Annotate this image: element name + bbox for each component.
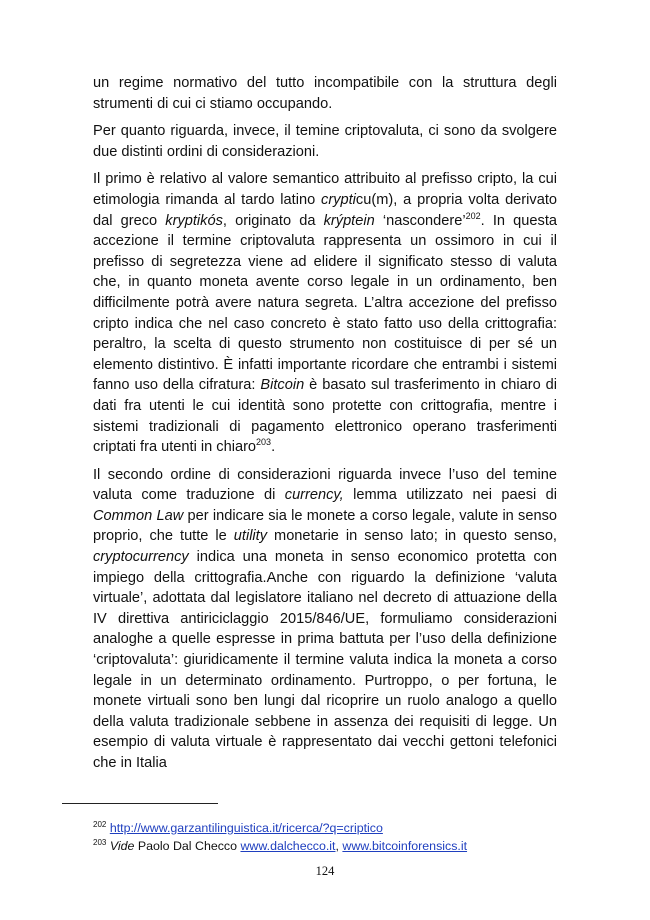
paragraph-1: [93, 73, 557, 114]
footnote-203-separator: ,: [335, 839, 343, 853]
italic-text: utility: [233, 528, 268, 545]
footnote-203-vide: Vide: [109, 839, 135, 853]
footnote-203-link-dalchecco[interactable]: www.dalchecco.it: [240, 839, 336, 853]
text-run: Per quanto riguarda, invece, il temine criptovaluta, ci sono da svolgere due distinti ordini di considerazioni.: [93, 123, 557, 160]
italic-text: crypti: [321, 191, 356, 208]
footnote-203: [93, 837, 563, 855]
text-run: , originato da: [222, 212, 324, 229]
footnote-reference[interactable]: 202: [465, 210, 481, 221]
text-run: Il primo è relativo al valore semantico attribuito al prefisso cripto, la cui etimologia rimanda al tardo latino: [93, 171, 557, 208]
footnote-reference[interactable]: 203: [256, 437, 272, 448]
italic-text: currency,: [284, 487, 344, 504]
italic-text: cryptocurrency: [93, 549, 189, 566]
footnote-202-link[interactable]: http://www.garzantilinguistica.it/ricerca/?q=criptico: [109, 821, 383, 835]
footnote-203-link-bitcoinforensics[interactable]: www.bitcoinforensics.it: [342, 839, 468, 853]
text-run: .: [271, 439, 276, 456]
paragraph-3: [93, 169, 557, 457]
text-run: per indicare sia le monete a corso legale, valute in senso proprio, che tutte le: [93, 507, 557, 545]
text-run: indica una moneta in senso economico protetta con impiego della crittografia.Anche con riguardo la definizione ‘valuta virtuale’, adottata dal legislatore italiano nel decreto di attuazione della IV direttiva antiriciclaggio 2015/846/UE, formuliamo considerazioni analoghe a quelle espresse in prima battuta per l’uso della definizione ‘criptovaluta’: giuridicamente il termine valuta indica la moneta a corso legale in un determinato ordinamento. Purtroppo, o per fortuna, le monete virtuali sono ben lungi dal ricoprire un ruolo analogo a quello della valuta tradizionale sebbene in assenza dei requisiti di legge. Un esempio di valuta virtuale è rappresentato dai vecchi gettoni telefonici che in Italia: [93, 549, 557, 771]
text-run: un regime normativo del tutto incompatibile con la struttura degli strumenti di cui ci stiamo occupando.: [93, 75, 557, 112]
paragraph-4: [93, 465, 557, 774]
text-run: . In questa accezione il termine criptovaluta rappresenta un ossimoro in cui il prefisso di segretezza viene ad elidere il significato stesso di valuta che, in quanto moneta avente corso legale in un ordinamento, ben difficilmente potrà avere natura segreta. L’altra accezione del prefisso cripto indica che nel caso concreto è stato fatto uso della crittografia: peraltro, la scelta di questo strumento non costituisce di per sé un elemento distintivo. È infatti importante ricordare che entrambi i sistemi fanno uso della cifratura:: [93, 212, 558, 394]
footnote-202-number: 202: [93, 819, 107, 829]
footnote-202: [93, 819, 563, 837]
italic-text: krýptein: [323, 212, 375, 229]
italic-text: Bitcoin: [260, 377, 305, 394]
text-run: ‘nascondere’: [374, 212, 466, 229]
text-run: è basato sul trasferimento in chiaro di dati fra utenti le cui identità sono protette con crittografia, mentre i sistemi tradizionali di pagamento elettronico operano trasferimenti criptati fra utenti in chiaro: [93, 377, 557, 456]
footnote-separator: [62, 803, 218, 804]
paragraph-2: [93, 121, 557, 162]
italic-text: Common Law: [93, 507, 184, 524]
footnote-203-text: Paolo Dal Checco: [134, 839, 241, 853]
text-run: cu(m), a propria volta derivato dal greco: [93, 191, 557, 229]
text-run: lemma utilizzato nei paesi di: [343, 487, 558, 504]
body-text: [93, 73, 557, 781]
text-run: Il secondo ordine di considerazioni riguarda invece l’uso del temine valuta come traduzione di: [93, 466, 557, 504]
italic-text: kryptikós: [165, 212, 223, 229]
footnotes: [93, 819, 563, 855]
page-number: 124: [315, 864, 335, 878]
text-run: monetarie in senso lato; in questo senso,: [267, 528, 557, 545]
footnote-203-number: 203: [93, 837, 107, 847]
